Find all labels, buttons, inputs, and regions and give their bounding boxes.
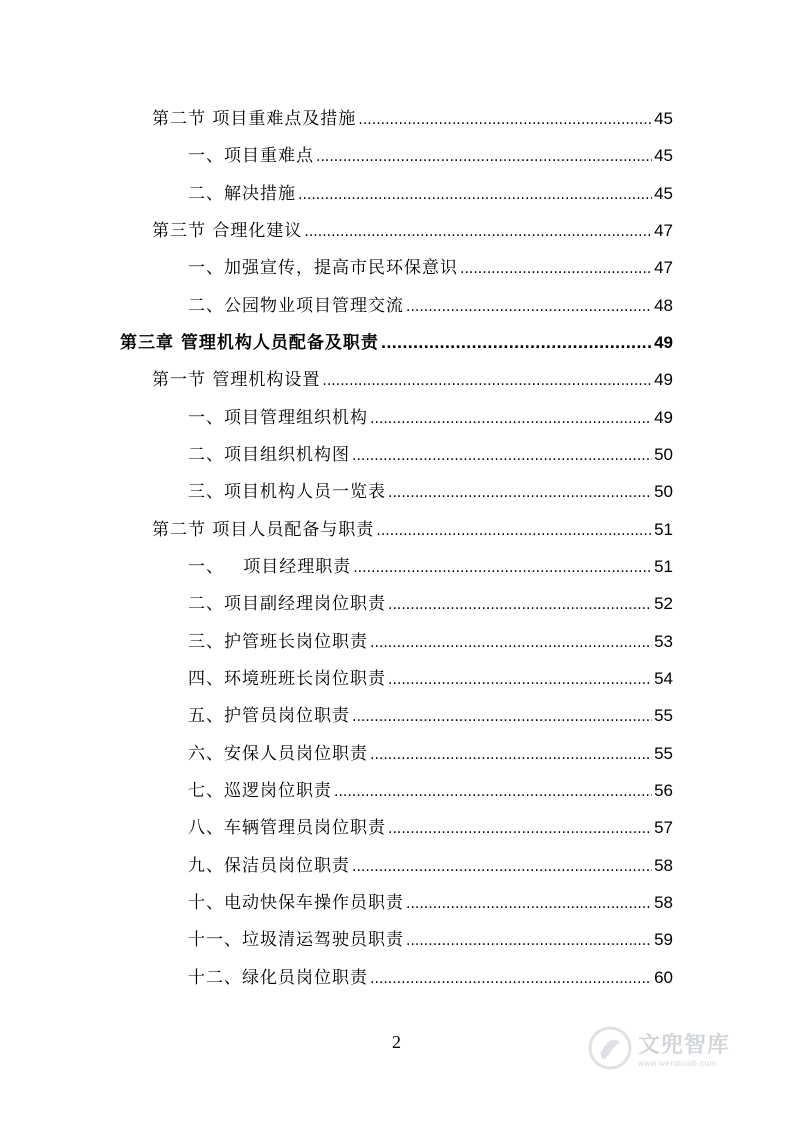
toc-entry-page: 57	[654, 818, 673, 837]
toc-entry-text: 十、电动快保车操作员职责	[188, 893, 404, 913]
watermark-brand-name: 文兜智库	[638, 1033, 731, 1058]
toc-dot-leader	[370, 411, 652, 427]
toc-dot-leader	[370, 747, 652, 763]
toc-dot-leader	[406, 299, 652, 315]
toc-dot-leader	[322, 373, 652, 389]
toc-entry[interactable]	[188, 627, 673, 657]
toc-entry-page: 47	[654, 258, 673, 277]
toc-entry-text: 九、保洁员岗位职责	[188, 856, 350, 876]
toc-entry[interactable]	[188, 141, 673, 171]
toc-dot-leader	[304, 224, 652, 240]
toc-dot-leader	[406, 933, 652, 949]
toc-dot-leader	[370, 971, 652, 987]
toc-entry[interactable]	[188, 253, 673, 283]
toc-dot-leader	[406, 896, 652, 912]
toc-entry-text: 二、解决措施	[188, 184, 296, 204]
page-number: 2	[392, 1032, 401, 1052]
toc-entry-text: 第三章 管理机构人员配备及职责	[120, 333, 379, 353]
toc-entry[interactable]	[188, 888, 673, 918]
toc-entry[interactable]	[152, 104, 673, 134]
toc-entry[interactable]	[188, 851, 673, 881]
toc-entry-text: 三、项目机构人员一览表	[188, 482, 386, 502]
toc-entry-page: 49	[654, 333, 673, 352]
toc-entry-page: 49	[654, 408, 673, 427]
toc-entry-page: 53	[654, 632, 673, 651]
toc-entry-page: 55	[654, 744, 673, 763]
toc-entry-text: 一、项目管理组织机构	[188, 408, 368, 428]
toc-entry-text: 第二节 项目人员配备与职责	[152, 520, 375, 540]
watermark-url: www.wenduoib.com	[638, 1059, 717, 1068]
toc-entry-text: 十一、垃圾清运驾驶员职责	[188, 930, 404, 950]
toc-dot-leader	[352, 859, 652, 875]
toc-entry[interactable]	[188, 776, 673, 806]
toc-entry-text: 二、公园物业项目管理交流	[188, 296, 404, 316]
watermark	[588, 1018, 768, 1078]
toc-entry-page: 58	[654, 856, 673, 875]
toc-entry[interactable]	[188, 291, 673, 321]
watermark-logo-icon	[588, 1026, 632, 1070]
toc-entry[interactable]	[188, 403, 673, 433]
toc-entry-page: 54	[654, 669, 673, 688]
toc-entry[interactable]	[188, 477, 673, 507]
toc-dot-leader	[298, 187, 652, 203]
toc-entry[interactable]	[188, 552, 673, 582]
toc-entry-page: 50	[654, 445, 673, 464]
toc-entry[interactable]	[188, 813, 673, 843]
toc-entry-text: 第二节 项目重难点及措施	[152, 109, 357, 129]
toc-entry-text: 七、巡逻岗位职责	[188, 781, 332, 801]
toc-entry[interactable]	[152, 515, 673, 545]
toc-entry-text: 二、项目组织机构图	[188, 445, 350, 465]
toc-entry-text: 三、护管班长岗位职责	[188, 632, 368, 652]
toc-dot-leader	[388, 597, 652, 613]
toc-dot-leader	[352, 448, 652, 464]
toc-dot-leader	[353, 560, 652, 576]
toc-entry-text: 二、项目副经理岗位职责	[188, 594, 386, 614]
toc-entry[interactable]	[188, 963, 673, 993]
watermark-text	[638, 1028, 730, 1068]
toc-entry[interactable]	[152, 365, 673, 395]
toc-entry-text: 第一节 管理机构设置	[152, 370, 321, 390]
toc-dot-leader	[381, 336, 652, 352]
toc-entry-page: 51	[654, 557, 673, 576]
toc-entry[interactable]	[188, 701, 673, 731]
toc-entry-text: 五、护管员岗位职责	[188, 706, 350, 726]
toc-entry-text: 四、环境班班长岗位职责	[188, 669, 386, 689]
toc-entry[interactable]	[188, 179, 673, 209]
toc-dot-leader	[388, 821, 652, 837]
toc-entry[interactable]	[188, 925, 673, 955]
toc-dot-leader	[370, 635, 652, 651]
toc-entry-page: 49	[654, 370, 673, 389]
toc-entry[interactable]	[188, 664, 673, 694]
toc-entry-page: 58	[654, 893, 673, 912]
toc-entry-page: 52	[654, 594, 673, 613]
toc-dot-leader	[358, 112, 652, 128]
toc-entry-text: 一、 项目经理职责	[188, 557, 352, 577]
toc-entry[interactable]	[188, 739, 673, 769]
toc-entry[interactable]	[188, 440, 673, 470]
toc-dot-leader	[352, 709, 652, 725]
toc-entry-page: 45	[654, 109, 673, 128]
toc-entry-text: 一、项目重难点	[188, 146, 314, 166]
toc-entry[interactable]	[152, 216, 673, 246]
toc-entry-page: 59	[654, 930, 673, 949]
toc-dot-leader	[460, 261, 652, 277]
toc-entry-text: 八、车辆管理员岗位职责	[188, 818, 386, 838]
toc-entry-page: 55	[654, 706, 673, 725]
toc-entry-text: 一、加强宣传，提高市民环保意识	[188, 258, 458, 278]
toc-entry[interactable]	[188, 589, 673, 619]
toc-dot-leader	[388, 485, 652, 501]
toc-dot-leader	[376, 523, 652, 539]
toc-entry-page: 45	[654, 146, 673, 165]
toc-entry-text: 第三节 合理化建议	[152, 221, 303, 241]
toc-entry-page: 56	[654, 781, 673, 800]
toc-entry[interactable]	[120, 328, 673, 358]
toc-dot-leader	[334, 784, 652, 800]
toc-entry-page: 60	[654, 968, 673, 987]
toc-dot-leader	[316, 149, 652, 165]
toc-entry-page: 51	[654, 520, 673, 539]
toc-entry-page: 48	[654, 296, 673, 315]
toc-dot-leader	[388, 672, 652, 688]
toc-entry-text: 十二、绿化员岗位职责	[188, 968, 368, 988]
toc-entry-page: 47	[654, 221, 673, 240]
toc-entry-page: 50	[654, 482, 673, 501]
toc-entry-text: 六、安保人员岗位职责	[188, 744, 368, 764]
toc-entry-page: 45	[654, 184, 673, 203]
